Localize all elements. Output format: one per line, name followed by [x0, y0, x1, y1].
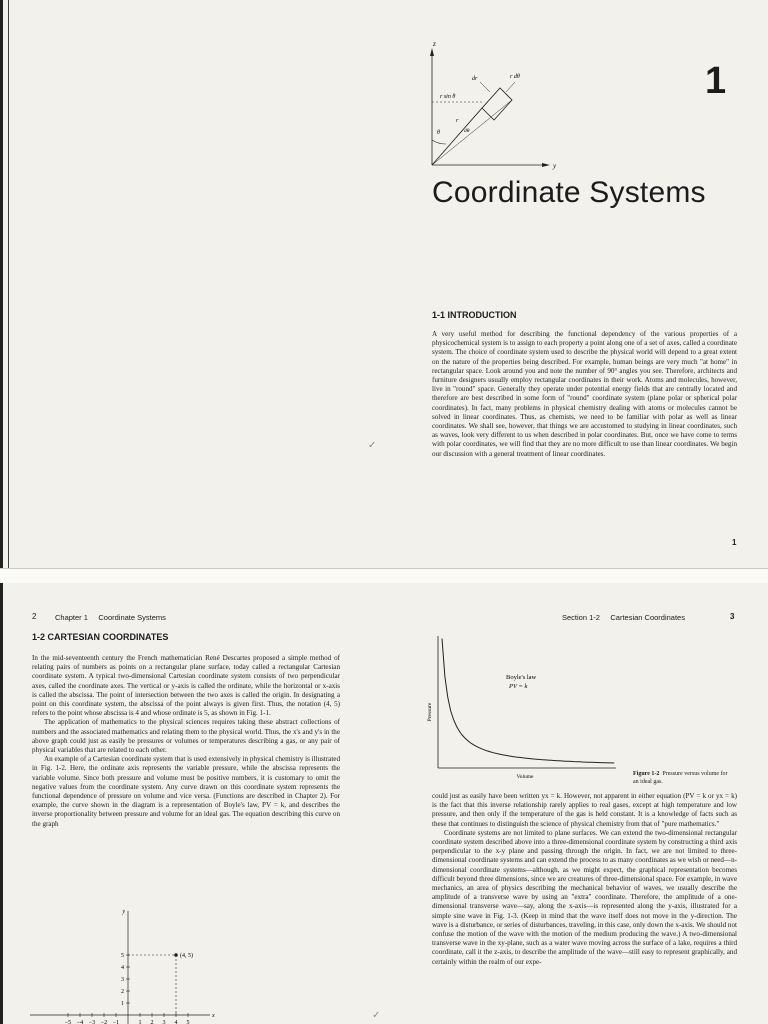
diagram-dtheta-label: dθ: [464, 128, 470, 134]
diagram-rdtheta-label: r dθ: [510, 74, 520, 80]
diagram-rsin-label: r sin θ: [440, 94, 456, 100]
y-tick-label: 1: [121, 1001, 124, 1007]
diagram-dr-label: dr: [472, 76, 478, 82]
right-page-text: [432, 792, 737, 967]
boyle-curve: [442, 639, 614, 763]
spherical-coordinate-diagram: [420, 30, 580, 175]
section-1-2-heading: 1-2 CARTESIAN COORDINATES: [32, 632, 169, 642]
diagram-theta-label: θ: [437, 130, 440, 136]
figure-1-2-caption: [633, 770, 733, 786]
diagram-r-label: r: [456, 118, 459, 124]
volume-axis-label: Volume: [516, 774, 534, 780]
margin-check-mark-2: ✓: [372, 1010, 381, 1021]
y-tick-label: 4: [121, 965, 124, 971]
page-divider: [0, 568, 768, 583]
figure-1-2-boyle-plot: [420, 632, 620, 780]
x-tick-label: 4: [174, 1020, 178, 1024]
section-1-1-heading: 1-1 INTRODUCTION: [432, 310, 517, 320]
x-tick-label: −4: [76, 1020, 84, 1024]
boyle-law-label: Boyle's law: [506, 674, 537, 681]
chapter-title: Coordinate Systems: [432, 176, 706, 209]
pressure-axis-label: Pressure: [427, 702, 433, 722]
y-tick-label: 3: [121, 977, 124, 983]
x-tick-label: −2: [100, 1020, 108, 1024]
book-spine: [0, 0, 3, 1024]
page-number-3: 3: [730, 612, 735, 621]
fig1-1-x-label: x: [212, 1013, 215, 1019]
y-tick-label: 2: [121, 989, 124, 995]
book-spine-edge: [8, 0, 9, 570]
section-1-1-text: [432, 330, 737, 459]
x-tick-label: −3: [88, 1020, 96, 1024]
x-tick-label: 3: [162, 1020, 166, 1024]
x-tick-label: 1: [138, 1020, 142, 1024]
section-1-1-paragraph: A very useful method for describing the functional dependency of the various properties of a physicochemical system is to assign to each property a point along one of a set of axes, called a coordinate system. The choice of coordinate system used to describe the physical world will depend to a great extent on the nature of the properties being described. For example, human beings are very much "at home" in rectangular space. Look around you and note the number of 90° angles you see. Therefore, architects and furniture designers usually employ rectangular coordinates in their work. Atoms and molecules, however, live in "round" space. Generally they operate under potential energy fields that are centrally located and therefore are best described in some form of "round" coordinate system (plane polar or spherical polar coordinates). In fact, many problems in physical chemistry dealing with atoms or molecules cannot be solved in linear coordinates. Thus, as chemists, we need to be familiar with polar as well as linear coordinates. We shall see, however, that things we are accustomed to studying in linear coordinates, such as waves, look very different to us when described in polar coordinates. But, once we have come to terms with polar coordinates, we will find that they are no more difficult to use than linear coordinates. We begin our discussion with a general treatment of linear coordinates.: [432, 330, 737, 458]
running-head-left: Chapter 1 Coordinate Systems: [55, 613, 166, 622]
x-tick-label: −5: [64, 1020, 72, 1024]
boyle-equation-label: PV = k: [509, 683, 528, 690]
running-head-right: Section 1-2 Cartesian Coordinates: [562, 613, 685, 622]
y-tick-label: 5: [121, 953, 124, 959]
margin-check-mark: ✓: [368, 440, 377, 451]
x-tick-label: 2: [150, 1020, 154, 1024]
fig1-1-y-label: y: [122, 909, 125, 915]
section-1-2-text: [32, 654, 340, 829]
right-paragraph-2: Coordinate systems are not limited to plane surfaces. We can extend the two-dimensional rectangular coordinate system described above into a three-dimensional coordinate system by constructing a third axis perpendicular to the x-y plane and passing through the origin. In fact, we are not limited to three-dimensional coordinate systems and can extend the process to as many coordinates as we wish or need—n-dimensional coordinate systems—although, as we might expect, the graphical representation becomes difficult beyond three dimensions, since we are creatures of three-dimensional space. For example, in wave mechanics, an area of physics describing the mechanical behavior of waves, we usually describe the amplitude of a transverse wave by using an "extra" coordinate. Therefore, the amplitude of a one-dimensional transverse wave—say, along the x-axis—is represented along the y-axis, illustrated for a simple sine wave in Fig. 1-3. (Keep in mind that the wave itself does not move in the y-direction. The wave is a disturbance, or series of disturbances, traveling, in this case, only down the x-axis. We should not confuse the motion of the wave with the motion of the medium producing the wave.) A two-dimensional transverse wave in the xy-plane, such as a water wave moving across the surface of a lake, requires a third coordinate, call it the z-axis, to describe the amplitude of the wave—still easy to represent graphically, and certainly within the realm of our expe-: [432, 828, 737, 966]
left-paragraph-1: In the mid-seventeenth century the French mathematician René Descartes proposed a simple method of relating pairs of numbers as points on a rectangular plane surface, today called a rectangular Cartesian coordinate system. A typical two-dimensional Cartesian coordinate system consists of two perpendicular axes, called the coordinate axes. The vertical or y-axis is called the ordinate, while the horizontal or x-axis is called the abscissa. The point of intersection between the two axes is called the origin. In designating a point on this coordinate system, the abscissa of the point always is given first. Thus, the notation (4, 5) refers to the point whose abscissa is 4 and whose ordinate is 5, as shown in Fig. 1-1.: [32, 654, 340, 718]
point-4-5: [174, 953, 178, 957]
right-paragraph-1: could just as easily have been written yx = k. However, not apparent in either equation (PV = k or yx = k) is the fact that this inverse relationship rarely applies to real gases, except at high temperature and low pressure, and then only if the temperature of the gas is held constant. It is a knowledge of facts such as these that continues to distinguish the science of physical chemistry from that of "pure mathematics.": [432, 792, 737, 828]
page-number-1: 1: [732, 538, 737, 547]
figure-1-2-caption-label: Figure 1-2: [633, 771, 660, 777]
x-tick-label: 5: [186, 1020, 190, 1024]
point-4-5-label: (4, 5): [180, 953, 193, 959]
left-paragraph-2: The application of mathematics to the physical sciences requires taking these abstract collections of numbers and the associated mathematics and relating them to the physical world. Thus, the x's and y's in the above graph could just as easily be pressures or volumes or temperatures describing a gas, or any pair of physical variables that are related to each other.: [32, 718, 340, 755]
diagram-z-label: z: [433, 40, 436, 48]
diagram-y-label: y: [553, 162, 557, 170]
page-number-2: 2: [32, 612, 37, 621]
figure-1-1-cartesian-plot: [20, 905, 220, 1024]
chapter-number: 1: [705, 60, 727, 102]
left-paragraph-3: An example of a Cartesian coordinate system that is used extensively in physical chemistry is illustrated in Fig. 1-2. Here, the ordinate axis represents the variable pressure, while the abscissa represents the variable volume. Since both pressure and volume must be positive numbers, it is customary to omit the negative values from the coordinate system. Any curve drawn on this coordinate system represents the functional dependence of pressure on volume and vice versa. (Functions are described in Chapter 2). For example, the curve shown in the diagram is a representation of Boyle's law, PV = k, and describes the inverse proportionality between pressure and volume for an ideal gas. The equation describing this curve on the graph: [32, 755, 340, 828]
figure-1-2-caption-text: Pressure versus volume for an ideal gas.: [633, 771, 728, 785]
x-tick-label: −1: [112, 1020, 120, 1024]
